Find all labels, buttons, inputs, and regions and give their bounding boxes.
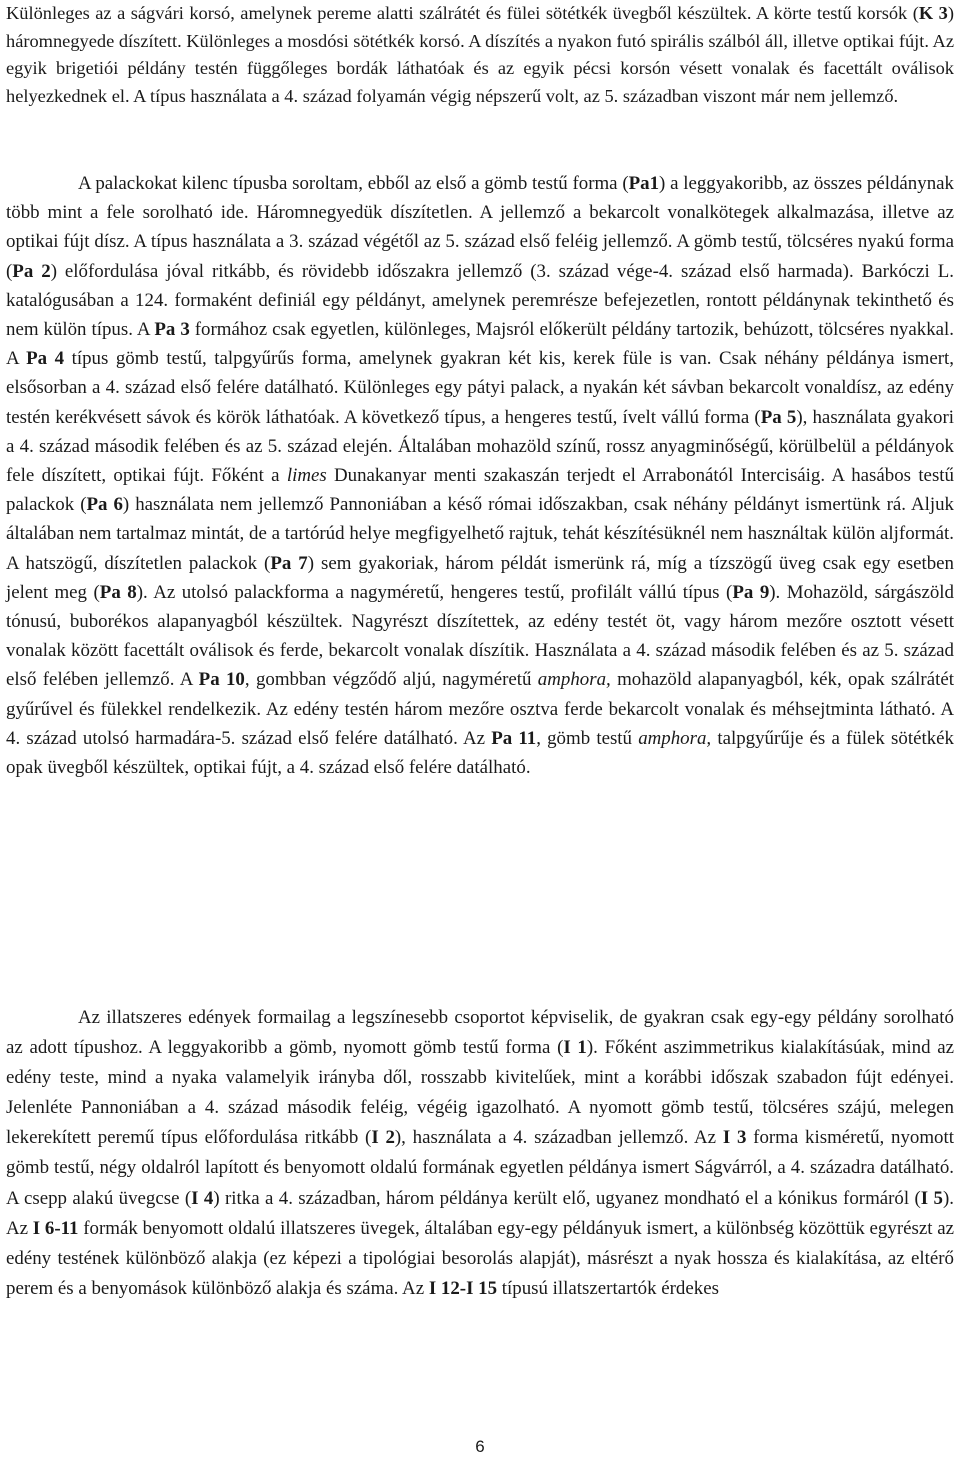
text-run: ) háromnegyede díszített. Különleges a mosdósi sötétkék korsó. A díszítés a nyakon futó spirális szálból áll, illetve optikai fújt. Az egyik brigetiói példány testén függőleges bordák láthatóak és az egyik pécsi korsón vésett vonalak és facettált oválisok helyezkednek el. A típus használata a 4. század folyamán végig népszerű volt, az 5. században viszont már nem jellemző. — [6, 3, 954, 106]
type-code: I 5 — [920, 1187, 943, 1209]
text-run: ) előfordulása jóval ritkább, és rövidebb időszakra jellemző (3. század vége-4. század első harmada). Barkóczi L. katalógusában a 124. formaként definiál egy példányt, amelynek peremrésze befejezetlen, rontott példánynak tekinthető és nem külön típus. A — [6, 260, 955, 341]
type-code: Pa 10 — [198, 669, 245, 691]
text-run: forma kisméretű, nyomott gömb testű, négy oldalról lapított és benyomott oldalú formának egyetlen példánya ismert Ságvárról, a 4. századra datálható. A csepp alakú üvegcse ( — [6, 1127, 954, 1209]
text-run: ), használata gyakori a 4. század második felében és az 5. század elején. Általában mohazöld színű, rossz anyagminőségű, körülbelül a példányok fele díszített, optikai fújt. Főként a — [6, 406, 955, 487]
text-run: mohazöld alapanyagból, kék, opak szálrátét gyűrűvel és fülekkel rendelkezik. Az edény testén három mezőre osztva ferde bekarcolt vonalak és méhsejtminta látható. A 4. század utolsó harmadára-5. század első felére datálható. Az — [6, 669, 954, 749]
type-code: Pa 8 — [99, 581, 137, 603]
text-run: formák benyomott oldalú illatszeres üvegek, általában egy-egy példányuk ismert, a különbség közöttük egyrészt az edény testének különböző alakja (ez képezi a tipológiai besorolás alapját), másrészt a nyak hossza és kialakítása, az eltérő perem és a benyomások különböző alakja és száma. Az — [6, 1217, 955, 1299]
text-run: , gömb testű — [536, 727, 639, 749]
text-run: ) ritka a 4. században, három példánya került elő, ugyanez mondható el a kónikus formáról ( — [213, 1187, 921, 1209]
type-code: I 4 — [191, 1187, 214, 1209]
type-code: Pa 11 — [491, 727, 537, 749]
type-code: Pa 9 — [732, 581, 770, 603]
text-run: ), használata a 4. században jellemző. Az — [394, 1127, 723, 1149]
type-code: Pa 3 — [154, 319, 190, 341]
italic-term: limes — [286, 465, 327, 487]
text-run: formához csak egyetlen, különleges, Majsról előkerült példány tartozik, behúzott, tölcséres nyakkal. A — [6, 319, 954, 370]
type-code: Pa1 — [628, 173, 660, 194]
italic-term: amphora, — [638, 727, 712, 749]
text-run: típus gömb testű, talpgyűrűs forma, amelynek gyakran két kis, kerek füle is van. Csak néhány példánya ismert, elsősorban a 4. század első felére datálható. Különleges egy pátyi palack, a nyakán két sávban bekarcolt vonaldísz, az edény testén kerékvésett sávok és körök láthatóak. A következő típus, a hengeres testű, ívelt vállú forma ( — [6, 348, 955, 428]
text-run: ). Az — [6, 1187, 954, 1239]
paragraph-illatszeres-edenyek — [6, 1003, 954, 1304]
type-code: Pa 6 — [86, 494, 123, 516]
text-run: Különleges az a ságvári korsó, amelynek pereme alatti szálrátét és fülei sötétkék üvegből készültek. A körte testű korsók ( — [6, 3, 919, 23]
text-run: talpgyűrűje és a fülek sötétkék opak üvegből készültek, optikai fújt, a 4. század első felére datálható. — [6, 727, 954, 779]
text-run: ) használata nem jellemző Pannoniában a késő római időszakban, csak néhány példányt ismertünk rá. Aljuk általában nem tartalmaz mintát, de a tartórúd helye megfigyelhető rajtuk, tehát készítésüknél nem használtak külön aljformát. A hatszögű, díszítetlen palackok ( — [6, 494, 954, 574]
text-run: ) sem gyakoriak, három példát ismerünk rá, míg a tízszögű üveg csak egy esetben jelent meg ( — [6, 552, 954, 603]
text-run: Az illatszeres edények formailag a legszínesebb csoportot képviselik, de gyakran csak egy-egy példány sorolható az adott típushoz. A leggyakoribb a gömb, nyomott gömb testű forma ( — [6, 1007, 954, 1059]
text-run: , gombban végződő aljú, nagyméretű — [244, 669, 538, 691]
paragraph-palackok — [6, 169, 954, 782]
type-code: I 12-I 15 — [428, 1277, 498, 1299]
text-run: Dunakanyar menti szakaszán terjedt el Arrabonától Intercisáig. A hasábos testű palackok ( — [6, 465, 954, 516]
type-code: I 6-11 — [32, 1217, 79, 1239]
type-code: I 1 — [563, 1037, 587, 1059]
type-code: Pa 4 — [26, 348, 65, 370]
text-run: ). Főként aszimmetrikus kialakításúak, mind az edény teste, mind a nyaka valamelyik irányba dől, rosszabb kivitelűek, mint a korábbi időszak szabadon fújt edényei. Jelenléte Pannoniában a 4. század második feléig, végéig igazolható. A nyomott gömb testű, tölcséres szájú, melegen lekerekített peremű típus előfordulása ritkább ( — [6, 1037, 954, 1149]
type-code: K 3 — [918, 3, 948, 23]
text-run: ). Az utolsó palackforma a nagyméretű, hengeres testű, profilált vállú típus ( — [136, 581, 733, 603]
text-run: típusú illatszertartók érdekes — [497, 1277, 719, 1299]
text-run: ) a leggyakoribb, az összes példánynak több mint a fele sorolható ide. Háromnegyedük díszítetlen. A jellemző a bekarcolt vonalkötegek alkalmazása, illetve az optikai fújt dísz. A típus használata a 3. század végétől az 5. század első feléig jellemző. A gömb testű, tölcséres nyakú forma ( — [6, 173, 954, 282]
type-code: Pa 2 — [12, 260, 51, 282]
type-code: Pa 5 — [760, 406, 797, 428]
text-run: ). Mohazöld, sárgászöld tónusú, buborékos alapanyagból készültek. Nagyrészt díszítettek, az edény testét öt, vagy három mezőre osztott vésett vonalak között facettált oválisok és ferde, bekarcolt vonalak díszítik. Használata a 4. század második felében és az 5. század első felében jellemző. A — [6, 581, 954, 691]
type-code: Pa 7 — [270, 552, 308, 574]
type-code: I 3 — [722, 1127, 747, 1149]
text-run: A palackokat kilenc típusba soroltam, ebből az első a gömb testű forma ( — [78, 173, 629, 194]
page-number: 6 — [475, 1437, 485, 1456]
italic-term: amphora, — [537, 669, 611, 691]
type-code: I 2 — [371, 1127, 395, 1149]
paragraph-korsok — [6, 0, 954, 110]
